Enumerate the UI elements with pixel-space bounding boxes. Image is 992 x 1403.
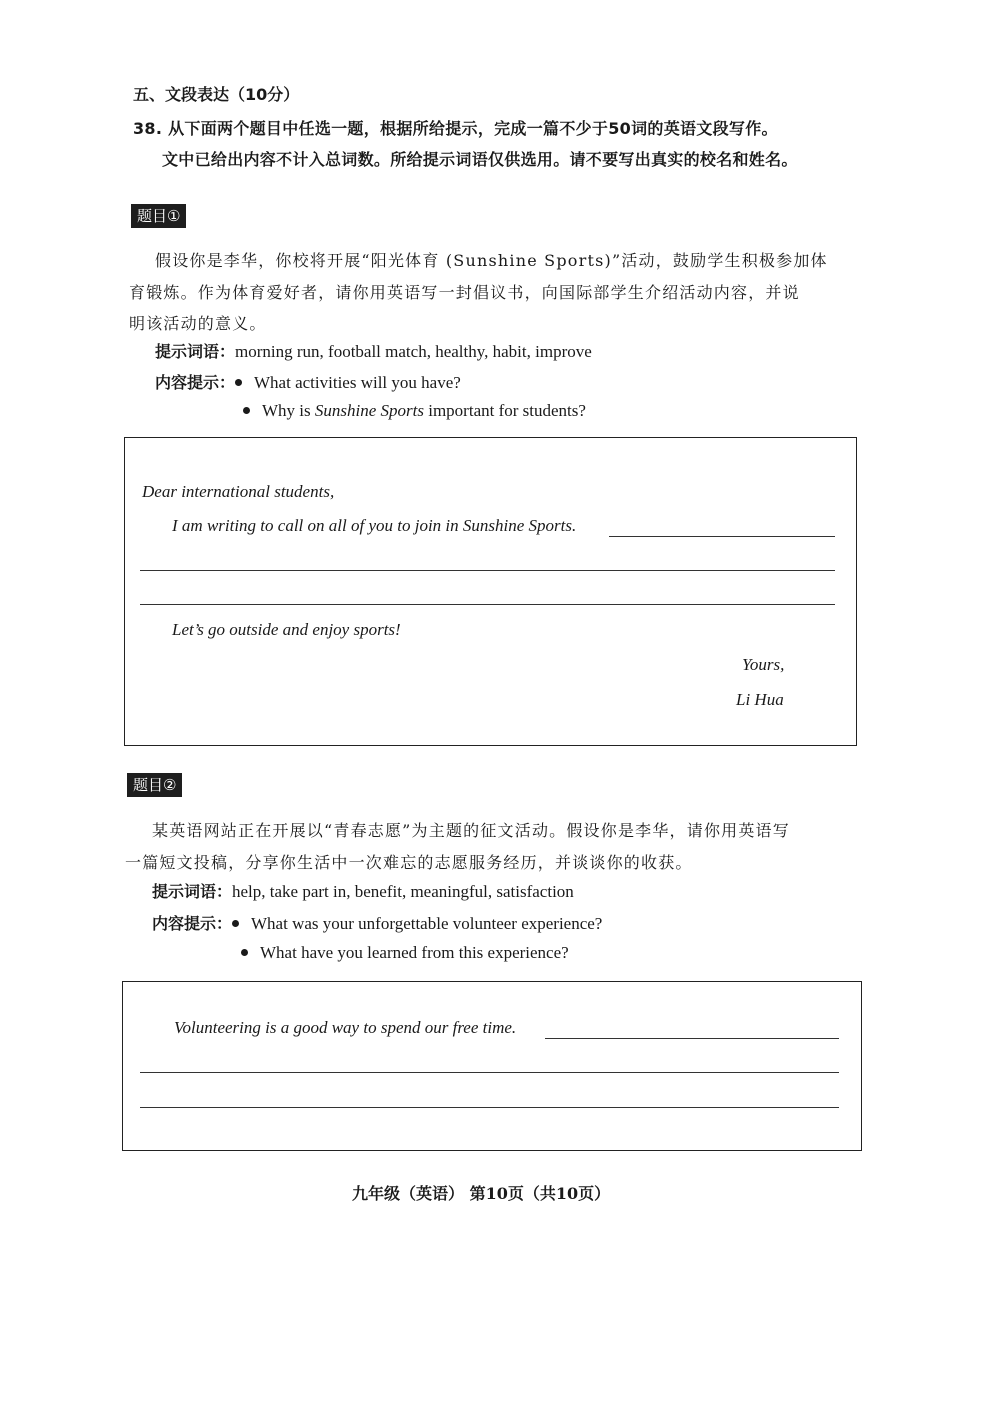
topic1-opening-sentence: I am writing to call on all of you to join in Sunshine Sports. bbox=[172, 516, 577, 535]
topic2-opening-sentence: Volunteering is a good way to spend our free time. bbox=[174, 1018, 517, 1037]
topic1-writing-line-3[interactable] bbox=[140, 604, 835, 605]
topic2-content-row-1 bbox=[152, 911, 602, 934]
topic1-hint-label: 提示词语： bbox=[155, 342, 236, 361]
topic1-bullet-2-pre: Why is bbox=[262, 401, 315, 420]
bullet-icon bbox=[243, 407, 250, 414]
topic2-hint-label: 提示词语： bbox=[152, 882, 233, 901]
bullet-icon bbox=[232, 920, 239, 927]
topic1-salutation: Dear international students, bbox=[142, 482, 335, 501]
topic1-signature-name: Li Hua bbox=[736, 690, 784, 709]
section-title: 五、文段表达（10分） bbox=[133, 85, 300, 104]
topic1-bullet-2-post: important for students? bbox=[423, 401, 586, 420]
topic1-writing-line-1[interactable] bbox=[609, 536, 835, 537]
bullet-icon bbox=[241, 949, 248, 956]
topic1-paragraph-line-2: 育锻炼。作为体育爱好者，请你用英语写一封倡议书，向国际部学生介绍活动内容，并说 bbox=[129, 283, 800, 302]
topic2-writing-line-3[interactable] bbox=[140, 1107, 839, 1108]
topic1-paragraph-line-1: 假设你是李华，你校将开展“阳光体育 (Sunshine Sports)”活动，鼓励学生积极参加体 bbox=[155, 251, 828, 270]
topic1-paragraph-line-3: 明该活动的意义。 bbox=[129, 314, 267, 333]
question-number: 38. bbox=[133, 119, 163, 138]
topic2-paragraph-line-2: 一篇短文投稿，分享你生活中一次难忘的志愿服务经历，并谈谈你的收获。 bbox=[125, 853, 693, 872]
topic2-bullet-1: What was your unforgettable volunteer experience? bbox=[251, 914, 603, 933]
topic1-signoff: Yours, bbox=[742, 655, 785, 674]
page-footer: 九年级（英语） 第10页（共10页） bbox=[352, 1184, 611, 1203]
question-line-1 bbox=[133, 116, 778, 139]
topic2-writing-line-1[interactable] bbox=[545, 1038, 839, 1039]
topic1-writing-line-2[interactable] bbox=[140, 570, 835, 571]
topic2-bullet-2: What have you learned from this experience? bbox=[260, 943, 569, 962]
topic2-answer-box bbox=[122, 981, 862, 1151]
topic2-hint-words: help, take part in, benefit, meaningful, satisfaction bbox=[232, 882, 574, 901]
question-line-2: 文中已给出内容不计入总词数。所给提示词语仅供选用。请不要写出真实的校名和姓名。 bbox=[162, 150, 798, 169]
question-instruction-1: 从下面两个题目中任选一题，根据所给提示，完成一篇不少于50词的英语文段写作。 bbox=[168, 119, 778, 138]
topic2-hint-words-row bbox=[152, 879, 574, 902]
topic1-closing-sentence: Let’s go outside and enjoy sports! bbox=[172, 620, 401, 639]
topic2-badge: 题目② bbox=[127, 773, 182, 797]
topic2-content-label: 内容提示： bbox=[152, 914, 233, 933]
topic1-content-label: 内容提示： bbox=[155, 373, 236, 392]
topic1-bullet-2-em: Sunshine Sports bbox=[314, 401, 424, 420]
topic1-bullet-1: What activities will you have? bbox=[254, 373, 461, 392]
topic1-hint-words-row bbox=[155, 339, 592, 362]
topic2-content-row-2 bbox=[241, 943, 569, 963]
bullet-icon bbox=[235, 379, 242, 386]
topic2-writing-line-2[interactable] bbox=[140, 1072, 839, 1073]
topic1-badge: 题目① bbox=[131, 204, 186, 228]
topic1-content-row-1 bbox=[155, 370, 461, 393]
topic1-content-row-2 bbox=[243, 401, 586, 421]
topic2-paragraph-line-1: 某英语网站正在开展以“青春志愿”为主题的征文活动。假设你是李华，请你用英语写 bbox=[152, 821, 790, 840]
topic1-hint-words: morning run, football match, healthy, habit, improve bbox=[235, 342, 592, 361]
